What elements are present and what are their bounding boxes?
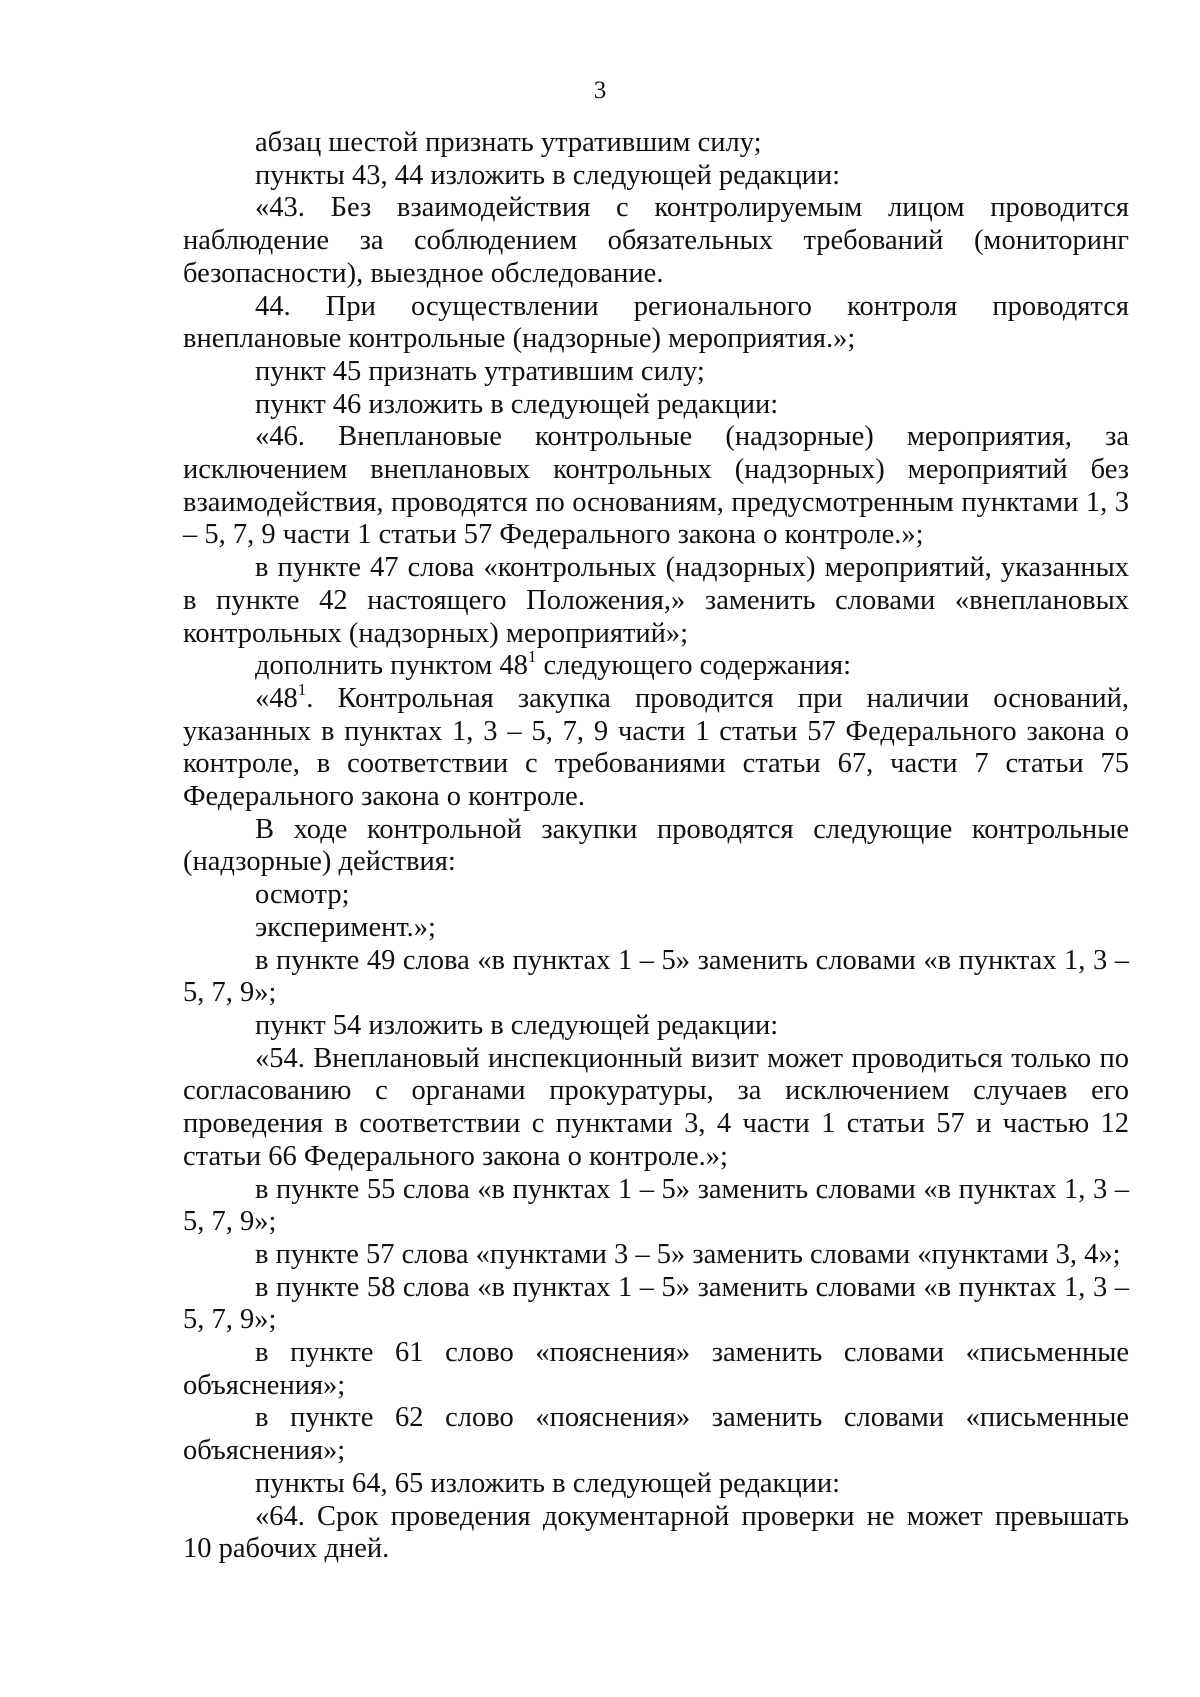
superscript: 1 xyxy=(297,679,307,699)
paragraph-text: следующего содержания: xyxy=(536,650,852,682)
paragraph: в пункте 49 слова «в пунктах 1 – 5» заменить словами «в пунктах 1, 3 – 5, 7, 9»; xyxy=(183,944,1129,1009)
paragraph-text: «48 xyxy=(255,682,298,714)
paragraph-text: дополнить пунктом 48 xyxy=(255,650,528,682)
paragraph: пункт 45 признать утратившим силу; xyxy=(255,355,705,387)
paragraph: пункт 46 изложить в следующей редакции: xyxy=(255,388,779,420)
paragraph xyxy=(183,679,1129,814)
superscript: 1 xyxy=(527,647,537,667)
paragraph: «64. Срок проведения документарной проверки не может превышать 10 рабочих дней. xyxy=(183,1500,1129,1565)
paragraph: пункты 43, 44 изложить в следующей редакции: xyxy=(255,159,841,191)
paragraph: в пункте 47 слова «контрольных (надзорных) мероприятий, указанных в пункте 42 настоящего Положения,» заменить словами «внеплановых контрольных (надзорных) мероприятий»; xyxy=(183,552,1129,649)
paragraph: осмотр; xyxy=(255,879,350,911)
paragraph: «54. Внеплановый инспекционный визит может проводиться только по согласованию с органами прокуратуры, за исключением случаев его проведения в соответствии с пунктами 3, 4 части 1 статьи 57 и частью 12 статьи 66 Федерального закона о контроле.»; xyxy=(183,1042,1129,1172)
paragraph-text: . Контрольная закупка проводится при наличии оснований, указанных в пунктах 1, 3 – 5, 7, 9 части 1 статьи 57 Федерального закона о контроле, в соответствии с требованиями статьи 67, части 7 статьи 75 Федерального закона о контроле. xyxy=(183,682,1129,813)
paragraph: в пункте 62 слово «пояснения» заменить словами «письменные объяснения»; xyxy=(183,1402,1129,1467)
paragraph xyxy=(183,647,1129,683)
paragraph: абзац шестой признать утратившим силу; xyxy=(255,127,762,158)
paragraph: «46. Внеплановые контрольные (надзорные) мероприятия, за исключением внеплановых контрольных (надзорных) мероприятий без взаимодействия, проводятся по основаниям, предусмотренным пунктами 1, 3 – 5, 7, 9 части 1 статьи 57 Федерального закона о контроле.»; xyxy=(183,421,1129,551)
paragraph: «43. Без взаимодействия с контролируемым лицом проводится наблюдение за соблюдением обязательных требований (мониторинг безопасности), выездное обследование. xyxy=(183,192,1129,289)
paragraph: 44. При осуществлении регионального контроля проводятся внеплановые контрольные (надзорные) мероприятия.»; xyxy=(183,290,1129,355)
paragraph: пункты 64, 65 изложить в следующей редакции: xyxy=(255,1467,841,1499)
document-body xyxy=(183,127,1129,1566)
paragraph: в пункте 61 слово «пояснения» заменить словами «письменные объяснения»; xyxy=(183,1337,1129,1401)
paragraph: В ходе контрольной закупки проводятся следующие контрольные (надзорные) действия: xyxy=(183,813,1129,878)
page-number: 3 xyxy=(593,77,607,104)
paragraph: в пункте 58 слова «в пунктах 1 – 5» заменить словами «в пунктах 1, 3 – 5, 7, 9»; xyxy=(183,1271,1129,1336)
paragraph: в пункте 57 слова «пунктами 3 – 5» заменить словами «пунктами 3, 4»; xyxy=(255,1238,1121,1270)
paragraph: пункт 54 изложить в следующей редакции: xyxy=(255,1009,779,1041)
paragraph: эксперимент.»; xyxy=(255,911,436,943)
paragraph: в пункте 55 слова «в пунктах 1 – 5» заменить словами «в пунктах 1, 3 – 5, 7, 9»; xyxy=(183,1173,1129,1238)
